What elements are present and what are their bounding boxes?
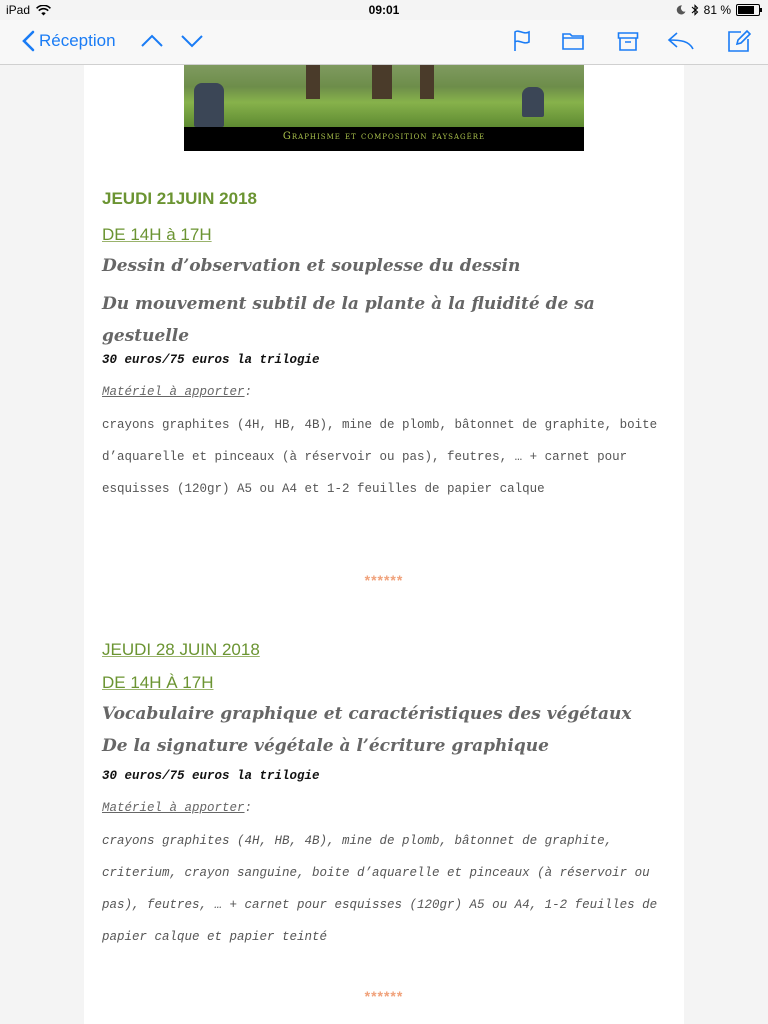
session1-subtitle: Du mouvement subtil de la plante à la fluidité de sa gestuelle [102,294,595,346]
moon-icon [676,5,686,15]
archive-icon [617,29,639,53]
archive-button[interactable] [617,29,639,58]
chevron-left-icon [22,30,35,52]
move-to-folder-button[interactable] [561,29,585,58]
back-button[interactable] [22,30,116,52]
session2-price: 30 euros/75 euros la trilogie [102,769,320,783]
separator: ****** [364,572,404,588]
banner-caption: Graphisme et composition paysagère [282,131,486,142]
next-message-button[interactable] [180,30,204,57]
status-time: 09:01 [368,3,400,17]
message-body [84,65,684,1024]
session2-materials-label: Matériel à apporter: [102,801,253,815]
flag-button[interactable] [512,29,532,58]
session1-time: DE 14H à 17H [102,225,212,244]
session1-title: Dessin d’observation et souplesse du dessin [102,256,521,276]
bluetooth-icon [691,4,699,16]
session2-time: DE 14H À 17H [102,673,214,692]
session2-subtitle: De la signature végétale à l’écriture graphique [102,736,549,756]
compose-icon [727,29,751,53]
reply-button[interactable] [667,29,695,58]
session1-materials: crayons graphites (4H, HB, 4B), mine de plomb, bâtonnet de graphite, boite d’aquarelle et pinceaux (à réservoir ou pas), feutres, … + carnet pour esquisses (120gr) A5 ou A4 et 1-2 feuilles de papier calque [102,418,658,496]
chevron-down-icon [180,30,204,52]
session2-materials: crayons graphites (4H, HB, 4B), mine de plomb, bâtonnet de graphite, criterium, crayon sanguine, boite d’aquarelle et pinceaux (à réservoir ou pas), feutres, … + carnet pour esquisses (120gr) A5 ou A4, 1-2 feuilles de papier calque et papier teinté [102,834,658,944]
session1-materials-label: Matériel à apporter: [102,385,253,399]
garden-photo [184,65,584,127]
previous-message-button[interactable] [140,30,164,57]
header-banner [184,65,584,151]
back-label: Réception [39,31,116,50]
flag-icon [512,29,532,53]
device-name: iPad [6,3,31,17]
separator: ****** [364,988,404,1004]
mail-toolbar [0,20,768,65]
reply-icon [667,29,695,53]
session1-price: 30 euros/75 euros la trilogie [102,353,320,367]
session2-date: JEUDI 28 JUIN 2018 [102,640,260,659]
session2-title: Vocabulaire graphique et caractéristiques des végétaux [102,704,632,724]
battery-icon [736,4,760,16]
chevron-up-icon [140,30,164,52]
compose-button[interactable] [727,29,751,58]
battery-percent: 81 % [703,3,731,17]
session1-date: JEUDI 21JUIN 2018 [102,189,257,208]
status-bar [0,0,768,20]
folder-icon [561,29,585,53]
